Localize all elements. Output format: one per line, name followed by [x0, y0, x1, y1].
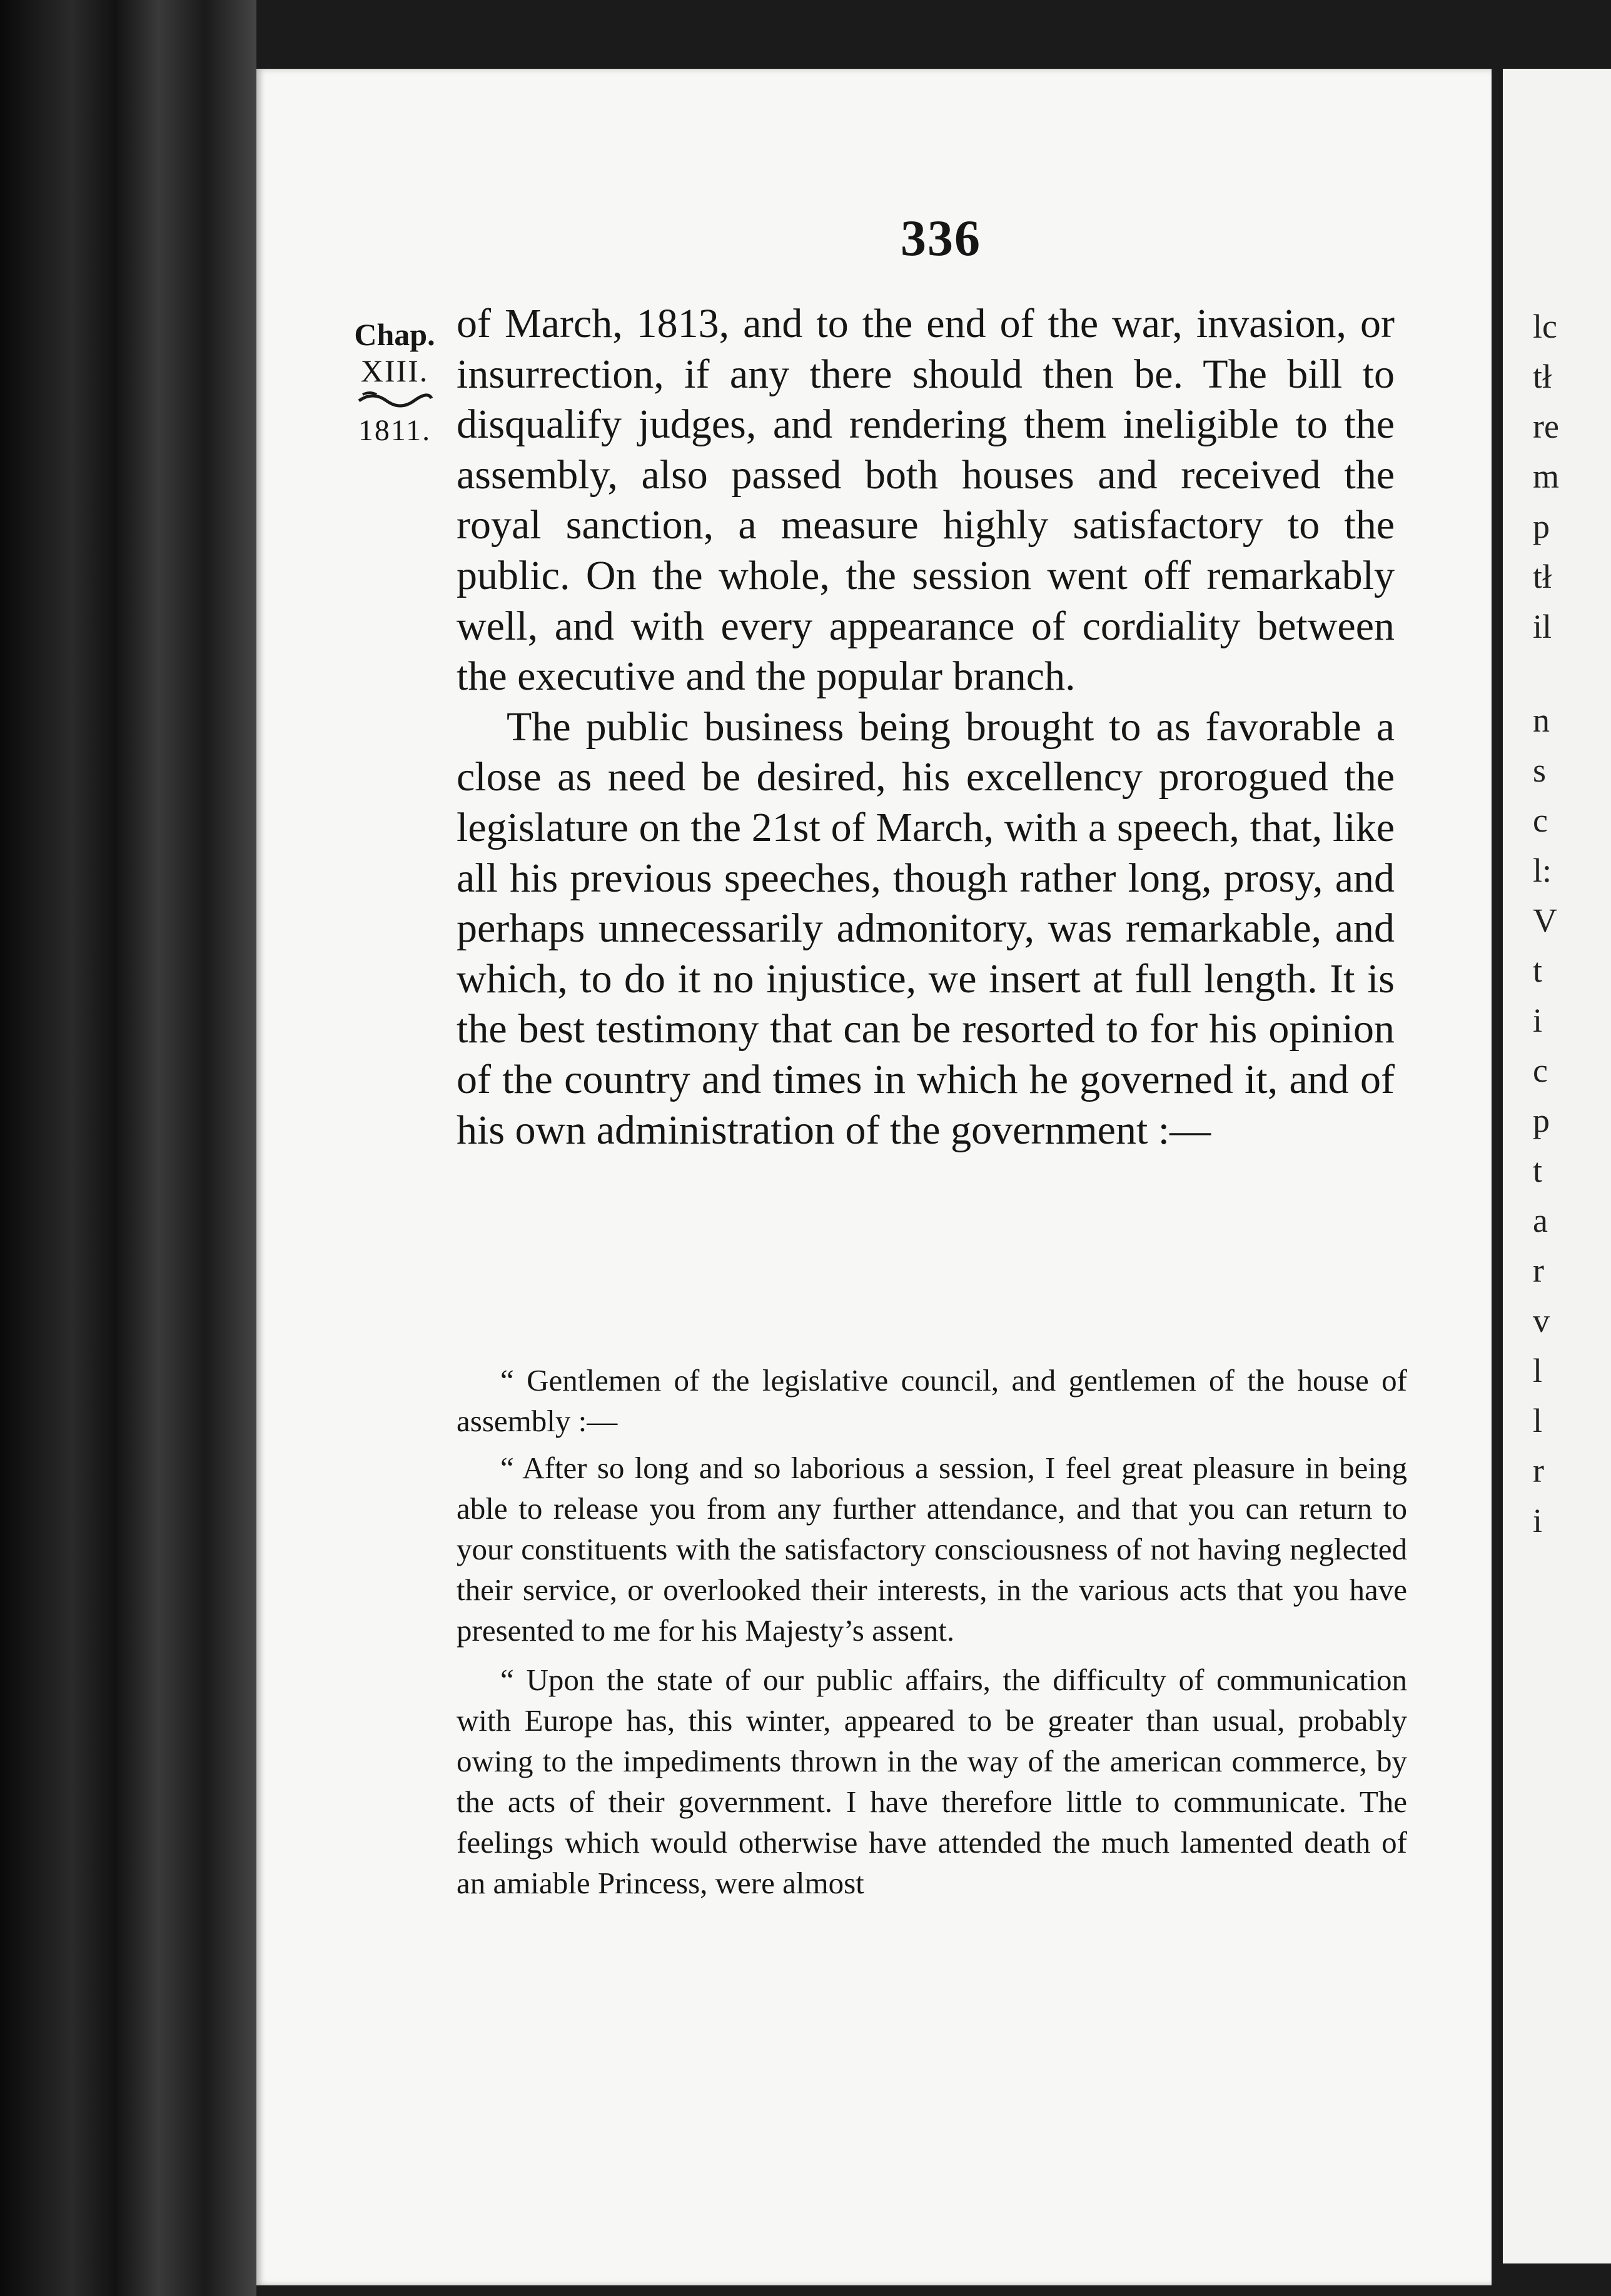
- swash-ornament: [354, 388, 435, 413]
- facing-fragment: i: [1533, 1502, 1543, 1539]
- main-text: [457, 299, 1395, 1156]
- facing-fragment: v: [1533, 1302, 1550, 1339]
- facing-fragment: p: [1533, 1102, 1550, 1139]
- facing-fragment: s: [1533, 752, 1547, 789]
- facing-fragment: c: [1533, 1052, 1548, 1089]
- facing-fragment: re: [1533, 408, 1559, 445]
- facing-fragment: t: [1533, 952, 1543, 989]
- facing-page: [1498, 69, 1611, 2263]
- facing-fragment: l: [1533, 1352, 1543, 1389]
- book-spine: [0, 0, 256, 2296]
- facing-fragment: l: [1533, 1402, 1543, 1439]
- facing-fragment: c: [1533, 802, 1548, 839]
- facing-fragment: lc: [1533, 308, 1557, 345]
- facing-fragment: r: [1533, 1252, 1544, 1289]
- page-number: 336: [901, 209, 981, 266]
- facing-fragment: r: [1533, 1452, 1544, 1489]
- speech-paragraph: “ Upon the state of our public affairs, the difficulty of communication with Europe has, this winter, appeared to be greater than usual, probably owing to the impediments thrown in the way of the american commerce, by the acts of their government. I have therefore little to communicate. The feelings which would otherwise have attended the much lamented death of an amiable Princess, were almost: [457, 1663, 1407, 1900]
- facing-fragment: il: [1533, 608, 1552, 645]
- facing-fragment: V: [1533, 902, 1557, 939]
- quoted-speech: [457, 1360, 1407, 1903]
- facing-fragment: n: [1533, 702, 1550, 739]
- year-label: 1811.: [358, 414, 432, 447]
- facing-fragment: l:: [1533, 852, 1552, 889]
- margin-note: [354, 316, 435, 448]
- facing-fragment: t: [1533, 1152, 1543, 1189]
- facing-fragment: p: [1533, 508, 1550, 545]
- speech-paragraph: “ Gentlemen of the legislative council, and gentlemen of the house of assembly :—: [457, 1363, 1407, 1438]
- main-paragraph: The public business being brought to as favorable a close as need be desired, his excellency prorogued the legislature on the 21st of March, with a speech, that, like all his previous speeches, though rather long, prosy, and perhaps unnecessarily admonitory, was remarkable, and which, to do it no injustice, we insert at full length. It is the best testimony that can be resorted to for his opinion of the country and times in which he governed it, and of his own administration of the government :—: [457, 703, 1395, 1153]
- facing-fragment: m: [1533, 458, 1560, 495]
- facing-fragment: tł: [1533, 558, 1552, 595]
- chapter-number: XIII.: [360, 353, 429, 388]
- speech-paragraph: “ After so long and so laborious a session, I feel great pleasure in being able to release you from any further attendance, and that you can return to your constituents with the satisfactory consciousness of not having neglected their service, or overlooked their interests, in the various acts that you have presented to me for his Majesty’s assent.: [457, 1451, 1407, 1648]
- facing-fragment: a: [1533, 1202, 1548, 1239]
- facing-fragment: tł: [1533, 358, 1552, 395]
- chapter-label: Chap.: [354, 317, 435, 352]
- facing-fragment: i: [1533, 1002, 1543, 1039]
- main-paragraph: of March, 1813, and to the end of the war, invasion, or insurrection, if any there should then be. The bill to disqualify judges, and rendering them ineligible to the assembly, also passed both houses and received the royal sanction, a measure highly satisfactory to the public. On the whole, the session went off remarkably well, and with every appearance of cordiality between the executive and the popular branch.: [457, 301, 1395, 700]
